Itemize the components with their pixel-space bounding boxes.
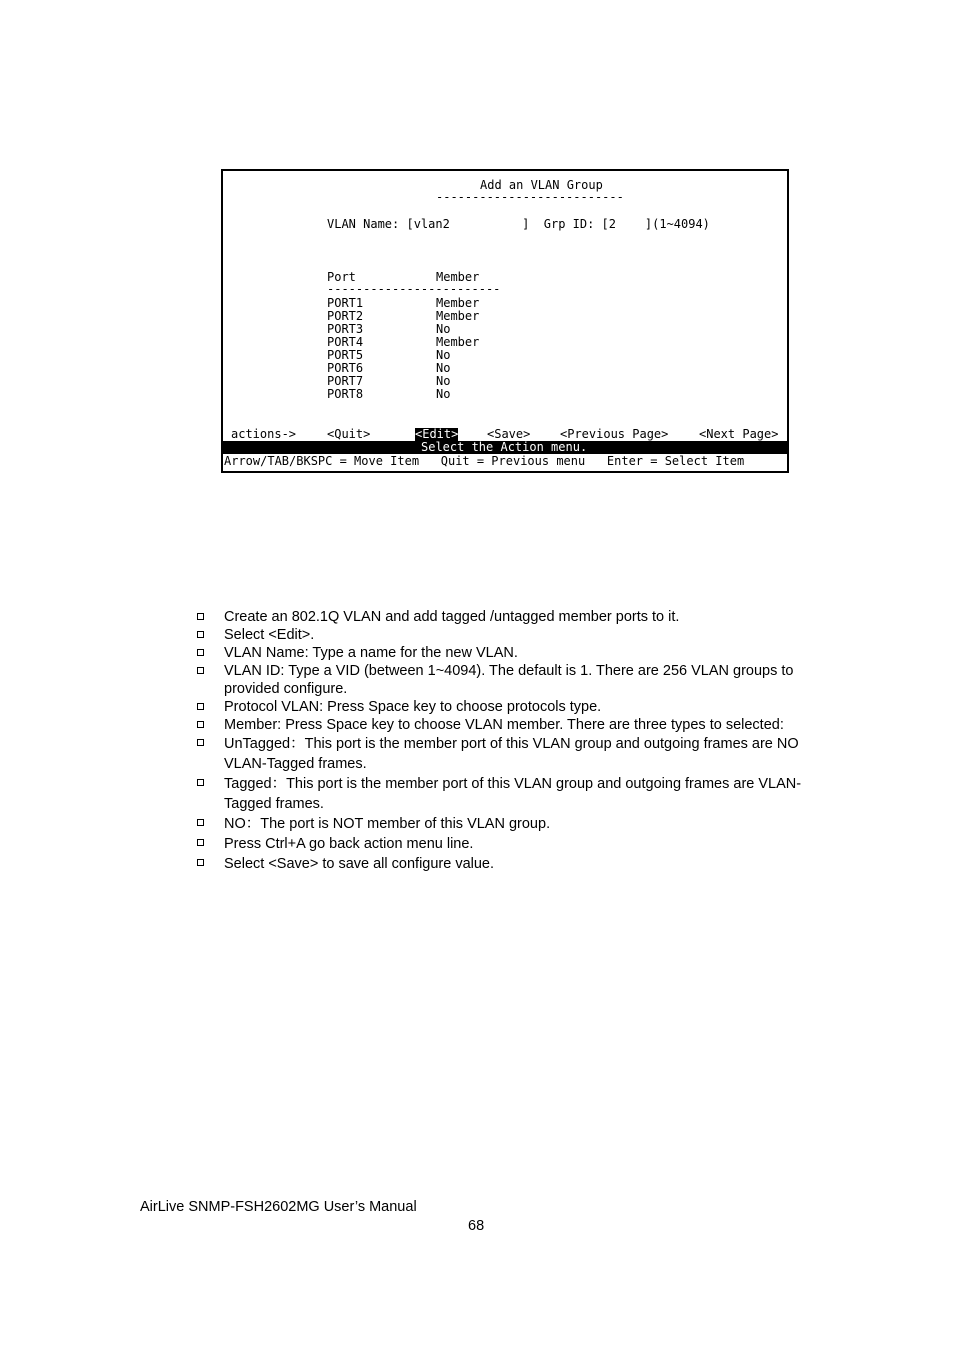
port-name: PORT2 [327, 309, 364, 323]
list-item [196, 774, 836, 814]
list-item [196, 814, 836, 834]
list-item [196, 854, 836, 874]
checkbox-bullet-icon [197, 649, 204, 656]
list-item-text: VLAN ID: Type a VID (between 1~4094). The default is 1. There are 256 VLAN groups to provided configure. [224, 663, 794, 697]
port-member-value[interactable]: No [436, 361, 451, 375]
screen-title: Add an VLAN Group [480, 178, 603, 192]
column-header-member: Member [436, 270, 480, 284]
list-item-text: Tagged：This port is the member port of this VLAN group and outgoing frames are VLAN-Tagged frames. [224, 776, 802, 812]
column-header-port: Port [327, 270, 356, 284]
list-item-text: Press Ctrl+A go back action menu line. [224, 836, 474, 852]
checkbox-bullet-icon [197, 819, 204, 826]
edit-action[interactable]: <Edit> [415, 427, 459, 441]
checkbox-bullet-icon [197, 859, 204, 866]
port-name: PORT7 [327, 374, 364, 388]
port-member-value[interactable]: Member [436, 309, 480, 323]
vlan-name-grp-id-fields[interactable]: VLAN Name: [vlan2 ] Grp ID: [2 ](1~4094) [327, 217, 710, 231]
status-message: Select the Action menu. [421, 440, 588, 454]
checkbox-bullet-icon [197, 739, 204, 746]
checkbox-bullet-icon [197, 667, 204, 674]
port-name: PORT6 [327, 361, 364, 375]
page-number: 68 [468, 1218, 485, 1234]
list-item-text: VLAN Name: Type a name for the new VLAN. [224, 645, 518, 661]
port-member-value[interactable]: Member [436, 296, 480, 310]
columns-rule: ------------------------ [327, 282, 501, 296]
next-page-action[interactable]: <Next Page> [699, 427, 779, 441]
checkbox-bullet-icon [197, 613, 204, 620]
list-item-text: NO：The port is NOT member of this VLAN group. [224, 816, 551, 832]
port-member-value[interactable]: Member [436, 335, 480, 349]
list-item-text: Select <Edit>. [224, 627, 315, 643]
manual-title: AirLive SNMP-FSH2602MG User’s Manual [140, 1199, 417, 1215]
list-item [196, 734, 836, 774]
port-member-value[interactable]: No [436, 374, 451, 388]
port-member-value[interactable]: No [436, 387, 451, 401]
instruction-list [196, 608, 836, 874]
list-item [196, 644, 836, 662]
port-name: PORT8 [327, 387, 364, 401]
actions-label: actions-> [231, 427, 297, 441]
list-item-text: Member: Press Space key to choose VLAN member. There are three types to selected: [224, 717, 784, 733]
port-member-value[interactable]: No [436, 322, 451, 336]
list-item [196, 698, 836, 716]
list-item-text: Create an 802.1Q VLAN and add tagged /untagged member ports to it. [224, 609, 680, 625]
list-item [196, 716, 836, 734]
checkbox-bullet-icon [197, 779, 204, 786]
list-item-text: Select <Save> to save all configure value. [224, 856, 495, 872]
quit-action[interactable]: <Quit> [327, 427, 371, 441]
list-item-text: UnTagged：This port is the member port of this VLAN group and outgoing frames are NO VLAN-Tagged frames. [224, 736, 799, 772]
list-item [196, 608, 836, 626]
list-item [196, 662, 836, 698]
checkbox-bullet-icon [197, 839, 204, 846]
title-rule: -------------------------- [436, 190, 624, 204]
port-name: PORT1 [327, 296, 364, 310]
port-member-value[interactable]: No [436, 348, 451, 362]
terminal-screen [221, 169, 789, 473]
checkbox-bullet-icon [197, 721, 204, 728]
port-name: PORT4 [327, 335, 364, 349]
key-help-line: Arrow/TAB/BKSPC = Move Item Quit = Previous menu Enter = Select Item [224, 454, 745, 468]
port-name: PORT3 [327, 322, 364, 336]
status-bar [223, 441, 787, 454]
list-item [196, 626, 836, 644]
checkbox-bullet-icon [197, 703, 204, 710]
list-item [196, 834, 836, 854]
list-item-text: Protocol VLAN: Press Space key to choose protocols type. [224, 699, 602, 715]
save-action[interactable]: <Save> [487, 427, 531, 441]
port-list [327, 297, 527, 401]
port-row [327, 388, 527, 401]
port-name: PORT5 [327, 348, 364, 362]
checkbox-bullet-icon [197, 631, 204, 638]
previous-page-action[interactable]: <Previous Page> [560, 427, 669, 441]
